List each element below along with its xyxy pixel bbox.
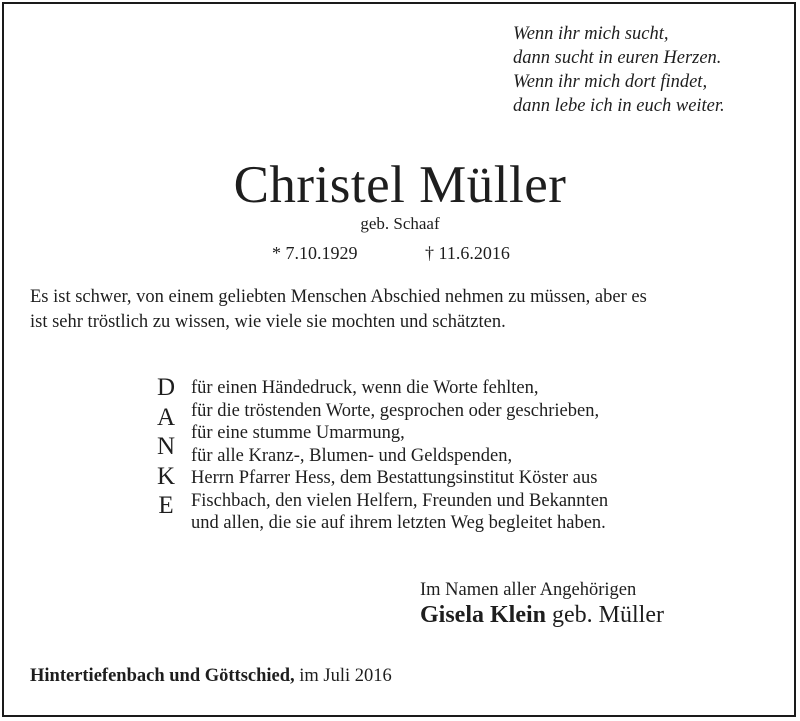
signer-name: Gisela Klein bbox=[420, 602, 546, 628]
poem-line: Wenn ihr mich dort findet, bbox=[513, 72, 708, 92]
signer bbox=[420, 601, 664, 629]
danke-acrostic bbox=[153, 373, 179, 521]
death-date: † 11.6.2016 bbox=[425, 243, 510, 263]
intro-line: Es ist schwer, von einem geliebten Menschen Abschied nehmen zu müssen, aber es bbox=[30, 287, 647, 307]
intro-paragraph bbox=[30, 285, 780, 335]
danke-letter: K bbox=[156, 462, 176, 490]
thanks-line: und allen, die sie auf ihrem letzten Weg begleitet haben. bbox=[191, 513, 606, 533]
signer-maiden-name: geb. Müller bbox=[546, 602, 664, 628]
danke-letter: N bbox=[156, 433, 176, 460]
thanks-line: für die tröstenden Worte, gesprochen oder geschrieben, bbox=[191, 400, 600, 421]
thanks-line: Herrn Pfarrer Hess, dem Bestattungsinstitut Köster aus bbox=[191, 468, 598, 488]
thanks-list bbox=[191, 377, 608, 535]
maiden-name: geb. Schaaf bbox=[360, 214, 440, 233]
danke-letter: E bbox=[158, 492, 174, 519]
on-behalf-line: Im Namen aller Angehörigen bbox=[420, 580, 637, 600]
poem-line: dann sucht in euren Herzen. bbox=[513, 48, 722, 68]
danke-letter: D bbox=[156, 374, 176, 401]
deceased-name: Christel Müller bbox=[233, 156, 567, 214]
thanks-line: Fischbach, den vielen Helfern, Freunden und Bekannten bbox=[191, 490, 609, 511]
thanks-line: für eine stumme Umarmung, bbox=[191, 423, 405, 443]
poem-line: dann lebe ich in euch weiter. bbox=[513, 96, 725, 116]
birth-date: * 7.10.1929 bbox=[272, 243, 358, 263]
poem-line: Wenn ihr mich sucht, bbox=[513, 24, 669, 44]
memorial-poem bbox=[513, 22, 725, 118]
danke-letter: A bbox=[156, 403, 176, 431]
place-date-line bbox=[30, 665, 392, 687]
place-names: Hintertiefenbach und Göttschied, bbox=[30, 666, 295, 686]
thanks-line: für einen Händedruck, wenn die Worte fehlten, bbox=[191, 378, 539, 398]
notice-date: im Juli 2016 bbox=[294, 666, 392, 686]
intro-line: ist sehr tröstlich zu wissen, wie viele sie mochten und schätzten. bbox=[30, 312, 506, 332]
thanks-line: für alle Kranz-, Blumen- und Geldspenden, bbox=[191, 445, 513, 466]
